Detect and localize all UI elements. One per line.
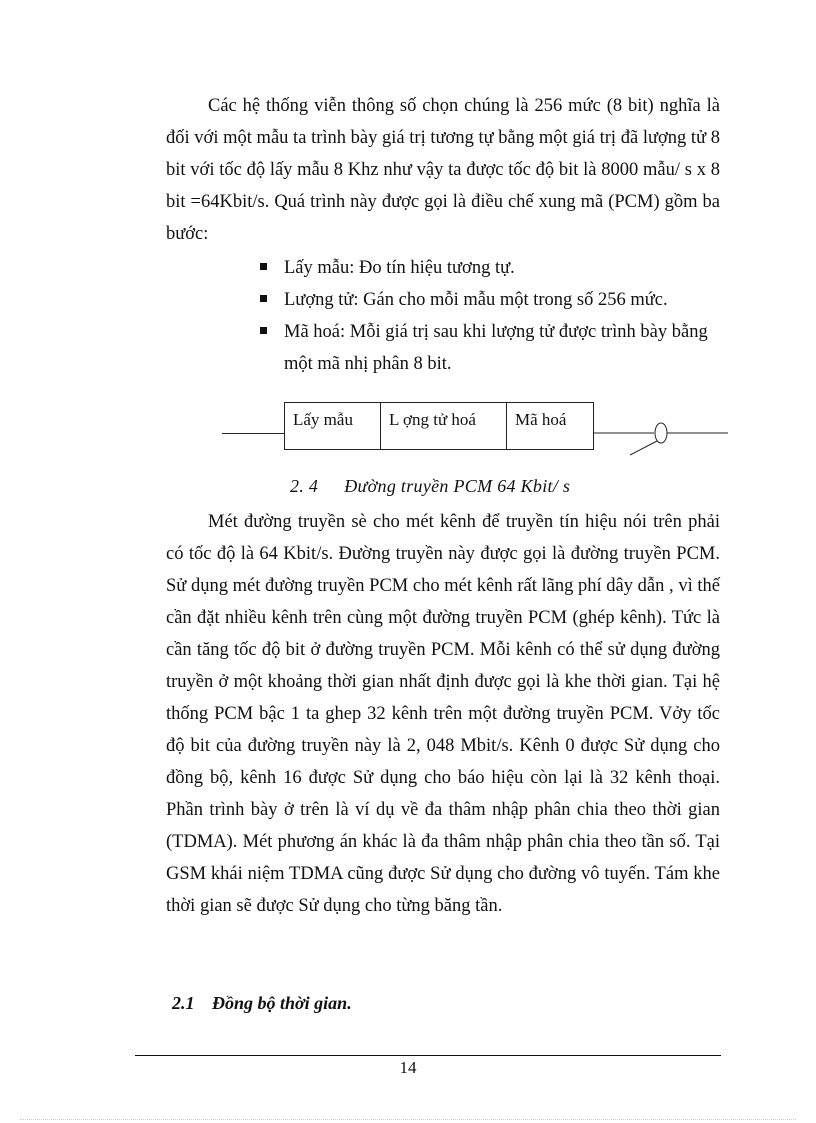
steps-list <box>258 252 720 380</box>
page-number: 14 <box>399 1058 417 1077</box>
diagram-block-quantization: L ợng tử hoá <box>381 403 507 449</box>
list-item-text: Lượng tử: Gán cho mỗi mẫu một trong số 256 mức. <box>284 290 668 310</box>
list-item-text: Lấy mẫu: Đo tín hiệu tương tự. <box>284 258 515 278</box>
caption-number: 2. 4 <box>290 476 319 496</box>
diagram-output-line <box>594 410 734 460</box>
list-item <box>258 252 720 284</box>
diagram-blocks <box>284 402 594 450</box>
list-item-text: Mã hoá: Mỗi giá trị sau khi lượng tử được trình bày bằng một mã nhị phân 8 bit. <box>284 322 708 374</box>
page-bottom-border <box>20 1119 796 1120</box>
section-title: Đồng bộ thời gian. <box>212 993 352 1013</box>
diagram-input-line <box>222 433 284 434</box>
section-heading <box>172 993 352 1014</box>
caption-title: Đường truyền PCM 64 Kbit/ s <box>344 476 571 496</box>
section-number: 2.1 <box>172 993 195 1013</box>
bullet-square-icon <box>260 263 267 270</box>
diagram-block-encoding: Mã hoá <box>515 410 567 429</box>
line-terminal-icon <box>655 423 667 443</box>
list-item <box>258 284 720 316</box>
footer-divider <box>135 1055 721 1056</box>
body-paragraph: Mét đường truyền sè cho mét kênh để truyền tín hiệu nói trên phải có tốc độ là 64 Kbit/s. Đường truyền này được gọi là đường truyền PCM. Sử dụng mét đường truyền PCM cho mét kênh rất lãng phí dây dẫn , vì thế cần đặt nhiều kênh trên cùng một đường truyền PCM (ghép kênh). Tức là cần tăng tốc độ bit ở đường truyền PCM. Mỗi kênh có thể sử dụng đường truyền ở một khoảng thời gian nhất định được gọi là khe thời gian. Tại hệ thống PCM bậc 1 ta ghep 32 kênh trên một đường truyền PCM. Vởy tốc độ bit của đường truyền này là 2, 048 Mbit/s. Kênh 0 được Sử dụng cho đồng bộ, kênh 16 được Sử dụng cho báo hiệu còn lại là 32 kênh thoại. Phần trình bày ở trên là ví dụ về đa thâm nhập phân chia theo thời gian (TDMA). Mét phương án khác là đa thâm nhập phân chia theo tần số. Tại GSM khái niệm TDMA cũng được Sử dụng cho đường vô tuyến. Tám khe thời gian sẽ được Sử dụng cho từng băng tần. <box>166 512 720 916</box>
list-item <box>258 316 720 380</box>
bullet-square-icon <box>260 295 267 302</box>
bullet-square-icon <box>260 327 267 334</box>
figure-caption <box>290 476 570 497</box>
intro-paragraph: Các hệ thống viễn thông số chọn chúng là 256 mức (8 bit) nghĩa là đối với một mẫu ta trình bày giá trị tương tự bằng một giá trị đã lượng tử 8 bit với tốc độ lấy mẫu 8 Khz như vậy ta được tốc độ bit là 8000 mẫu/ s x 8 bit =64Kbit/s. Quá trình này được gọi là điều chế xung mã (PCM) gồm ba bước: <box>166 96 720 244</box>
diagram-block-sampling: Lấy mẫu <box>285 403 381 449</box>
